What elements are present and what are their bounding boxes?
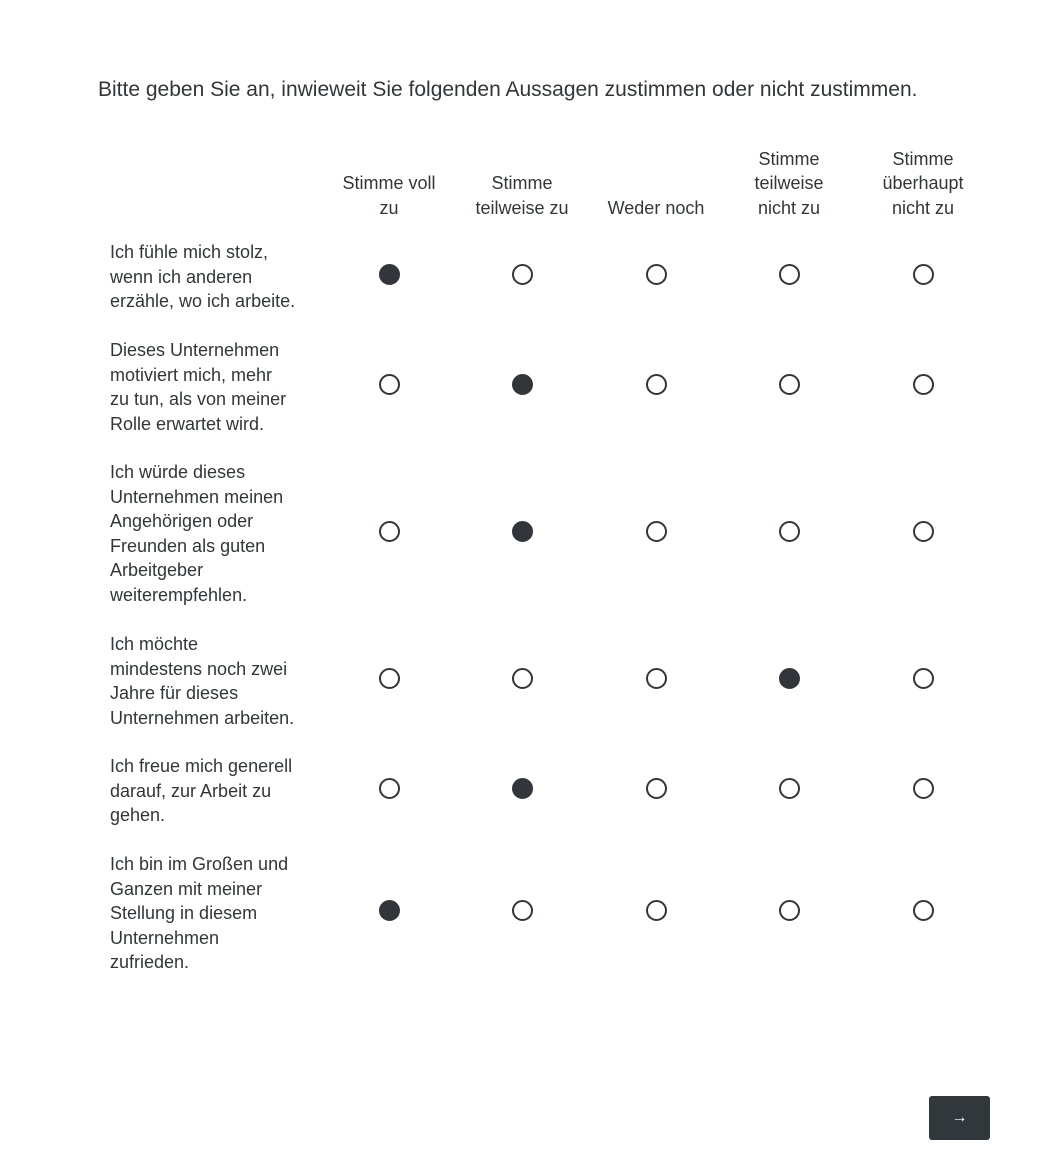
radio-option-3[interactable] [646, 521, 667, 542]
radio-option-1[interactable] [379, 374, 400, 395]
statement-line: zu tun, als von meiner [110, 389, 287, 409]
statement-line: Arbeitgeber [110, 560, 204, 580]
radio-option-1[interactable] [379, 668, 400, 689]
radio-option-2[interactable] [512, 264, 533, 285]
radio-option-5[interactable] [913, 374, 934, 395]
radio-option-4[interactable] [779, 668, 800, 689]
column-header-line: Stimme [491, 173, 553, 193]
radio-option-4[interactable] [779, 521, 800, 542]
column-header-line: Stimme [758, 148, 820, 169]
column-header-line: überhaupt [882, 173, 964, 193]
statement-line: Rolle erwartet wird. [110, 413, 265, 434]
statement-line: Ich fühle mich stolz, [110, 242, 269, 262]
radio-option-1[interactable] [379, 264, 400, 285]
statement-line: Unternehmen [110, 927, 220, 948]
radio-option-3[interactable] [646, 264, 667, 285]
column-header-line: teilweise [754, 173, 824, 193]
matrix-header [98, 140, 991, 220]
question-text: Bitte geben Sie an, inwieweit Sie folgenden Aussagen zustimmen oder nicht zustimmen. [98, 78, 918, 101]
radio-option-5[interactable] [913, 521, 934, 542]
statement-line: Ich freue mich generell [110, 756, 293, 776]
column-header-line: nicht zu [891, 197, 955, 218]
radio-option-1[interactable] [379, 521, 400, 542]
statement-line: Freunden als guten [110, 535, 266, 556]
likert-matrix [98, 140, 991, 972]
radio-option-4[interactable] [779, 264, 800, 285]
statement-line: Stellung in diesem [110, 903, 258, 923]
radio-option-5[interactable] [913, 264, 934, 285]
radio-option-2[interactable] [512, 900, 533, 921]
radio-option-2[interactable] [512, 778, 533, 799]
statement-line: Unternehmen meinen [110, 486, 284, 507]
statement-label [110, 632, 315, 730]
radio-option-3[interactable] [646, 374, 667, 395]
statement-line: Ich bin im Großen und [110, 854, 289, 874]
statement-line: zufrieden. [110, 952, 190, 972]
column-header-4 [729, 147, 849, 221]
statement-line: mindestens noch zwei [110, 658, 288, 679]
statement-line: gehen. [110, 805, 166, 825]
statement-line: Ich würde dieses [110, 462, 246, 482]
radio-option-5[interactable] [913, 778, 934, 799]
statement-line: weiterempfehlen. [110, 584, 248, 605]
radio-option-2[interactable] [512, 521, 533, 542]
radio-option-1[interactable] [379, 900, 400, 921]
statement-label [110, 460, 315, 607]
column-header-line: Weder noch [607, 197, 705, 218]
statement-line: darauf, zur Arbeit zu [110, 780, 272, 801]
radio-option-3[interactable] [646, 900, 667, 921]
column-header-5 [863, 147, 983, 221]
statement-line: Ich möchte [110, 634, 199, 654]
statement-label [110, 852, 315, 975]
radio-option-2[interactable] [512, 374, 533, 395]
column-header-line: teilweise zu [475, 197, 569, 218]
column-header-3 [596, 196, 716, 221]
column-header-2 [462, 171, 582, 220]
column-header-line: nicht zu [757, 197, 821, 218]
radio-option-5[interactable] [913, 668, 934, 689]
column-header-line: zu [379, 197, 399, 218]
radio-option-2[interactable] [512, 668, 533, 689]
statement-label [110, 338, 315, 436]
radio-option-3[interactable] [646, 778, 667, 799]
radio-option-4[interactable] [779, 778, 800, 799]
statement-line: Ganzen mit meiner [110, 878, 263, 899]
radio-option-4[interactable] [779, 900, 800, 921]
statement-label [110, 754, 315, 828]
radio-option-4[interactable] [779, 374, 800, 395]
statement-line: erzähle, wo ich arbeite. [110, 291, 296, 311]
statement-line: Jahre für dieses [110, 683, 239, 703]
statement-line: Dieses Unternehmen [110, 340, 280, 360]
radio-option-3[interactable] [646, 668, 667, 689]
column-header-line: Stimme [892, 148, 954, 169]
next-button[interactable]: → [929, 1096, 990, 1140]
radio-option-5[interactable] [913, 900, 934, 921]
column-header-line: Stimme voll [342, 173, 436, 193]
column-header-1 [329, 171, 449, 220]
statement-line: wenn ich anderen [110, 266, 253, 287]
statement-line: Unternehmen arbeiten. [110, 707, 295, 728]
statement-line: motiviert mich, mehr [110, 364, 273, 385]
statement-line: Angehörigen oder [110, 511, 254, 531]
statement-label [110, 240, 315, 314]
radio-option-1[interactable] [379, 778, 400, 799]
